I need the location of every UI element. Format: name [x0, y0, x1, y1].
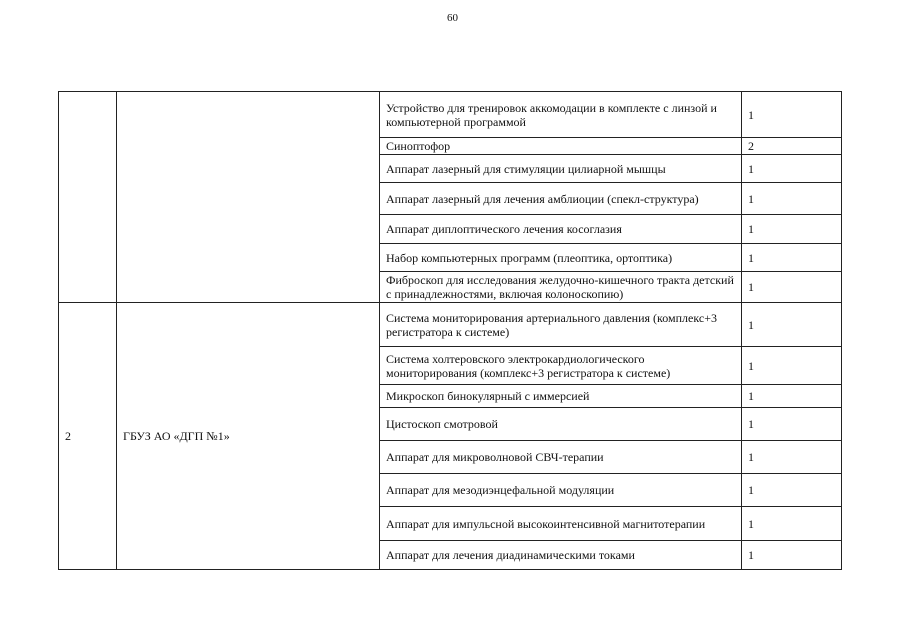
- quantity-cell: 1: [742, 244, 842, 272]
- equipment-name-cell: Аппарат диплоптического лечения косоглазия: [380, 215, 742, 244]
- quantity-cell: 1: [742, 183, 842, 215]
- quantity-cell: 1: [742, 272, 842, 303]
- organization-cell: [117, 92, 380, 303]
- equipment-name-cell: Микроскоп бинокулярный с иммерсией: [380, 385, 742, 408]
- quantity-cell: 2: [742, 138, 842, 155]
- quantity-cell: 1: [742, 408, 842, 441]
- quantity-cell: 1: [742, 215, 842, 244]
- organization-cell: ГБУЗ АО «ДГП №1»: [117, 303, 380, 570]
- quantity-cell: 1: [742, 347, 842, 385]
- equipment-name-cell: Аппарат для мезодиэнцефальной модуляции: [380, 474, 742, 507]
- equipment-name-cell: Аппарат для импульсной высокоинтенсивной магнитотерапии: [380, 507, 742, 541]
- quantity-cell: 1: [742, 507, 842, 541]
- page-number: 60: [447, 12, 458, 24]
- table-row: [59, 303, 842, 347]
- row-number-cell: [59, 92, 117, 303]
- equipment-name-cell: Система мониторирования артериального давления (комплекс+3 регистратора к системе): [380, 303, 742, 347]
- quantity-cell: 1: [742, 385, 842, 408]
- table-row: [59, 92, 842, 138]
- equipment-name-cell: Система холтеровского электрокардиологического мониторирования (комплекс+3 регистратора к системе): [380, 347, 742, 385]
- equipment-name-cell: Цистоскоп смотровой: [380, 408, 742, 441]
- quantity-cell: 1: [742, 303, 842, 347]
- equipment-table: [58, 91, 842, 570]
- equipment-name-cell: Устройство для тренировок аккомодации в комплекте с линзой и компьютерной программой: [380, 92, 742, 138]
- quantity-cell: 1: [742, 541, 842, 570]
- equipment-name-cell: Синоптофор: [380, 138, 742, 155]
- quantity-cell: 1: [742, 155, 842, 183]
- row-number-cell: 2: [59, 303, 117, 570]
- equipment-name-cell: Аппарат для лечения диадинамическими токами: [380, 541, 742, 570]
- equipment-name-cell: Набор компьютерных программ (плеоптика, ортоптика): [380, 244, 742, 272]
- quantity-cell: 1: [742, 441, 842, 474]
- equipment-name-cell: Аппарат лазерный для стимуляции цилиарной мышцы: [380, 155, 742, 183]
- equipment-name-cell: Аппарат для микроволновой СВЧ-терапии: [380, 441, 742, 474]
- equipment-name-cell: Фиброскоп для исследования желудочно-кишечного тракта детский с принадлежностями, включая колоноскопию): [380, 272, 742, 303]
- quantity-cell: 1: [742, 92, 842, 138]
- equipment-name-cell: Аппарат лазерный для лечения амблиоции (спекл-структура): [380, 183, 742, 215]
- quantity-cell: 1: [742, 474, 842, 507]
